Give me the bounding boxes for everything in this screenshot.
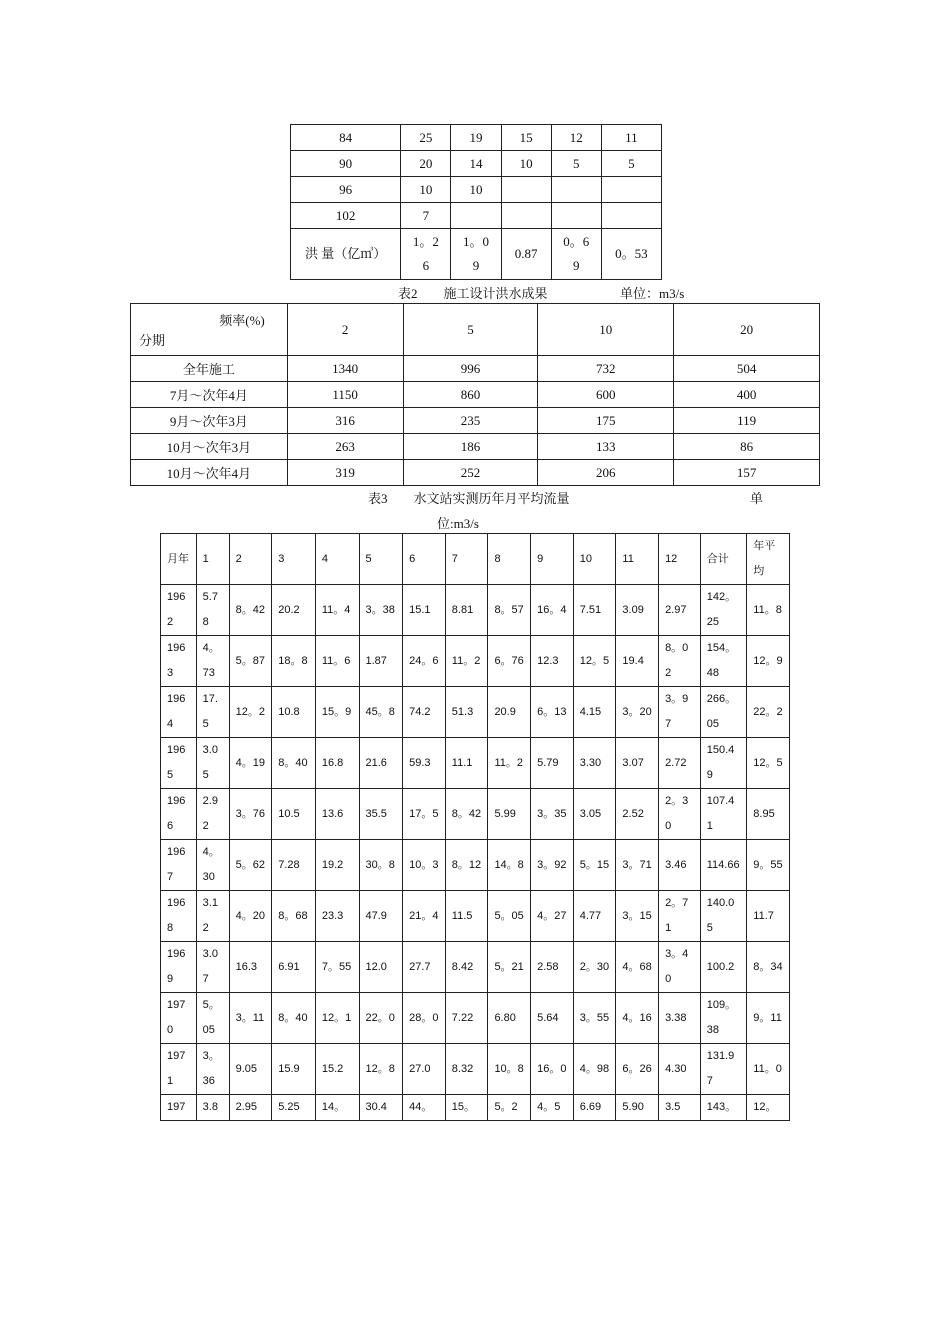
flood-table xyxy=(290,124,662,280)
table-cell: 3。15 xyxy=(616,891,659,942)
table-cell: 5 xyxy=(551,151,601,177)
table-cell: 17。5 xyxy=(403,789,446,840)
year-cell: 1971 xyxy=(161,1044,197,1095)
table-row xyxy=(161,840,790,891)
table-cell: 22。0 xyxy=(359,993,403,1044)
table-cell: 732 xyxy=(538,356,674,382)
table-cell: 4.30 xyxy=(659,1044,701,1095)
table-cell: 9.05 xyxy=(229,1044,272,1095)
table-row xyxy=(161,738,790,789)
table-cell: 11.1 xyxy=(445,738,488,789)
table-cell: 7。55 xyxy=(315,942,359,993)
table-cell: 5.79 xyxy=(531,738,574,789)
table-cell: 8。34 xyxy=(747,942,790,993)
header-cell: 9 xyxy=(531,534,574,585)
table-cell: 3.8 xyxy=(196,1095,229,1121)
table-cell: 5.64 xyxy=(531,993,574,1044)
table-cell: 12.0 xyxy=(359,942,403,993)
table-cell: 20 xyxy=(401,151,451,177)
table-cell: 24。6 xyxy=(403,636,446,687)
period-cell: 全年施工 xyxy=(131,356,288,382)
table-cell: 8。40 xyxy=(272,993,316,1044)
table-cell: 996 xyxy=(403,356,538,382)
header-cell: 12 xyxy=(659,534,701,585)
table-cell: 5.78 xyxy=(196,585,229,636)
monthly-flow-table xyxy=(160,533,790,1121)
table-row xyxy=(161,891,790,942)
table-cell: 4。30 xyxy=(196,840,229,891)
table-row xyxy=(161,1095,790,1121)
period-cell: 10月～次年4月 xyxy=(131,460,288,486)
table-cell: 150.49 xyxy=(700,738,747,789)
table-cell: 12.3 xyxy=(531,636,574,687)
table-cell: 175 xyxy=(538,408,674,434)
table-cell: 21。4 xyxy=(403,891,446,942)
table-cell: 11.7 xyxy=(747,891,790,942)
table2-caption: 表2 施工设计洪水成果 xyxy=(398,286,548,301)
table-cell: 15。9 xyxy=(315,687,359,738)
table-cell: 2.95 xyxy=(229,1095,272,1121)
table-cell: 2.52 xyxy=(616,789,659,840)
header-row xyxy=(161,534,790,585)
table-cell: 3。71 xyxy=(616,840,659,891)
table-cell: 20.2 xyxy=(272,585,316,636)
year-cell: 1962 xyxy=(161,585,197,636)
table-cell: 1.87 xyxy=(359,636,403,687)
table-cell: 3。35 xyxy=(531,789,574,840)
header-cell: 8 xyxy=(488,534,531,585)
year-cell: 1967 xyxy=(161,840,197,891)
frequency-header: 频率(%) xyxy=(219,313,265,328)
table-cell: 252 xyxy=(403,460,538,486)
table-cell: 11.5 xyxy=(445,891,488,942)
table-cell: 6.69 xyxy=(573,1095,616,1121)
table-cell: 2。71 xyxy=(659,891,701,942)
table-cell: 3.05 xyxy=(573,789,616,840)
header-cell: 3 xyxy=(272,534,316,585)
table-cell: 140.05 xyxy=(700,891,747,942)
table-row xyxy=(161,789,790,840)
table-row xyxy=(291,151,662,177)
table-cell: 28。0 xyxy=(403,993,446,1044)
table-cell: 8.42 xyxy=(445,942,488,993)
table-row xyxy=(161,1044,790,1095)
table-cell: 11。2 xyxy=(488,738,531,789)
table-cell xyxy=(601,203,661,229)
table-cell: 4。73 xyxy=(196,636,229,687)
table-cell: 109。38 xyxy=(700,993,747,1044)
table-cell: 5。15 xyxy=(573,840,616,891)
table-cell: 102 xyxy=(291,203,401,229)
table-cell: 3.38 xyxy=(659,993,701,1044)
table-cell: 45。8 xyxy=(359,687,403,738)
table-cell: 266。05 xyxy=(700,687,747,738)
table-cell: 12。9 xyxy=(747,636,790,687)
table-cell: 263 xyxy=(287,434,403,460)
table-cell: 59.3 xyxy=(403,738,446,789)
table-cell: 10 xyxy=(451,177,501,203)
diagonal-header-cell xyxy=(131,304,288,356)
table-cell: 1。09 xyxy=(451,229,501,280)
table-cell: 35.5 xyxy=(359,789,403,840)
table-cell: 319 xyxy=(287,460,403,486)
table-cell xyxy=(551,203,601,229)
period-cell: 9月～次年3月 xyxy=(131,408,288,434)
year-cell: 197 xyxy=(161,1095,197,1121)
table-row xyxy=(291,177,662,203)
table-cell: 4。98 xyxy=(573,1044,616,1095)
table-cell: 19 xyxy=(451,125,501,151)
table3-unit-part2: 位:m3/s xyxy=(437,516,479,531)
table-cell: 19.2 xyxy=(315,840,359,891)
table-cell: 10 xyxy=(501,151,551,177)
table-cell: 10。8 xyxy=(488,1044,531,1095)
table-cell: 5.25 xyxy=(272,1095,316,1121)
table-cell: 10.8 xyxy=(272,687,316,738)
table-cell: 16.3 xyxy=(229,942,272,993)
table-cell: 1。26 xyxy=(401,229,451,280)
table-cell: 15。 xyxy=(445,1095,488,1121)
table-cell: 100.2 xyxy=(700,942,747,993)
table-cell: 6。13 xyxy=(531,687,574,738)
table-cell: 25 xyxy=(401,125,451,151)
table-cell: 18。8 xyxy=(272,636,316,687)
table-cell: 12。2 xyxy=(229,687,272,738)
table-cell: 3.46 xyxy=(659,840,701,891)
table-cell: 2.72 xyxy=(659,738,701,789)
table-cell: 860 xyxy=(403,382,538,408)
table-cell: 90 xyxy=(291,151,401,177)
table-cell: 2。30 xyxy=(573,942,616,993)
freq-header: 5 xyxy=(403,304,538,356)
table-cell: 20.9 xyxy=(488,687,531,738)
table-cell: 3。92 xyxy=(531,840,574,891)
header-cell: 10 xyxy=(573,534,616,585)
period-header: 分期 xyxy=(139,333,166,348)
table-cell: 3。97 xyxy=(659,687,701,738)
table-cell: 7.22 xyxy=(445,993,488,1044)
table-cell: 5。2 xyxy=(488,1095,531,1121)
table-cell: 133 xyxy=(538,434,674,460)
table-cell: 11 xyxy=(601,125,661,151)
period-cell: 10月～次年3月 xyxy=(131,434,288,460)
table-cell xyxy=(601,177,661,203)
table-cell: 0.87 xyxy=(501,229,551,280)
header-cell: 月年 xyxy=(161,534,197,585)
table-cell: 8。40 xyxy=(272,738,316,789)
table-cell: 10。3 xyxy=(403,840,446,891)
table-row xyxy=(161,942,790,993)
table-cell: 186 xyxy=(403,434,538,460)
table-cell: 2.97 xyxy=(659,585,701,636)
table-cell: 3.05 xyxy=(196,738,229,789)
header-cell: 年平均 xyxy=(747,534,790,585)
table-cell: 6.80 xyxy=(488,993,531,1044)
table-cell: 3.09 xyxy=(616,585,659,636)
header-cell: 6 xyxy=(403,534,446,585)
header-cell: 5 xyxy=(359,534,403,585)
table-cell xyxy=(551,177,601,203)
table-cell: 9。11 xyxy=(747,993,790,1044)
table-cell: 142。25 xyxy=(700,585,747,636)
table-row xyxy=(291,125,662,151)
table-row xyxy=(131,408,820,434)
table-cell: 131.97 xyxy=(700,1044,747,1095)
table-cell: 3。20 xyxy=(616,687,659,738)
table-cell: 15 xyxy=(501,125,551,151)
table-cell: 1150 xyxy=(287,382,403,408)
table-cell: 51.3 xyxy=(445,687,488,738)
table-cell: 3。11 xyxy=(229,993,272,1044)
table-cell xyxy=(451,203,501,229)
table-row xyxy=(131,356,820,382)
table-cell: 8。42 xyxy=(229,585,272,636)
table-cell: 8。42 xyxy=(445,789,488,840)
table-cell: 600 xyxy=(538,382,674,408)
table-cell: 11。4 xyxy=(315,585,359,636)
table-row xyxy=(291,203,662,229)
table-cell: 4。19 xyxy=(229,738,272,789)
table-cell: 5.99 xyxy=(488,789,531,840)
table-cell: 4。20 xyxy=(229,891,272,942)
table-cell xyxy=(501,203,551,229)
table-cell: 2.92 xyxy=(196,789,229,840)
freq-header: 20 xyxy=(674,304,820,356)
table-cell: 4。68 xyxy=(616,942,659,993)
freq-header: 10 xyxy=(538,304,674,356)
table-cell: 12。1 xyxy=(315,993,359,1044)
flood-volume-row xyxy=(291,229,662,280)
table-cell: 2。30 xyxy=(659,789,701,840)
table-cell: 74.2 xyxy=(403,687,446,738)
table-cell: 5。21 xyxy=(488,942,531,993)
table-cell: 5。05 xyxy=(488,891,531,942)
table-cell: 11。2 xyxy=(445,636,488,687)
table-cell: 1340 xyxy=(287,356,403,382)
year-cell: 1970 xyxy=(161,993,197,1044)
table-cell: 3。38 xyxy=(359,585,403,636)
table-cell: 504 xyxy=(674,356,820,382)
table-cell: 30.4 xyxy=(359,1095,403,1121)
header-cell: 4 xyxy=(315,534,359,585)
table-cell: 30。8 xyxy=(359,840,403,891)
table-cell: 3。55 xyxy=(573,993,616,1044)
table-cell: 8.32 xyxy=(445,1044,488,1095)
table-cell: 3.5 xyxy=(659,1095,701,1121)
header-cell: 7 xyxy=(445,534,488,585)
table-cell: 23.3 xyxy=(315,891,359,942)
table-cell: 154。48 xyxy=(700,636,747,687)
table-cell: 10.5 xyxy=(272,789,316,840)
table-cell: 235 xyxy=(403,408,538,434)
year-cell: 1963 xyxy=(161,636,197,687)
table-cell: 7.28 xyxy=(272,840,316,891)
table-cell: 107.41 xyxy=(700,789,747,840)
period-cell: 7月～次年4月 xyxy=(131,382,288,408)
table-cell: 8.95 xyxy=(747,789,790,840)
table-cell: 15.1 xyxy=(403,585,446,636)
table-cell: 5.90 xyxy=(616,1095,659,1121)
table-cell: 8。12 xyxy=(445,840,488,891)
table-cell: 19.4 xyxy=(616,636,659,687)
table-row xyxy=(131,382,820,408)
table-cell: 10 xyxy=(401,177,451,203)
table-cell: 11。0 xyxy=(747,1044,790,1095)
table-cell: 3.07 xyxy=(196,942,229,993)
table-row xyxy=(161,585,790,636)
table-cell: 7 xyxy=(401,203,451,229)
table-cell: 5。05 xyxy=(196,993,229,1044)
year-cell: 1966 xyxy=(161,789,197,840)
table-cell: 17.5 xyxy=(196,687,229,738)
year-cell: 1965 xyxy=(161,738,197,789)
table-cell: 47.9 xyxy=(359,891,403,942)
table-cell: 86 xyxy=(674,434,820,460)
header-cell: 合计 xyxy=(700,534,747,585)
table-cell: 6.91 xyxy=(272,942,316,993)
table-cell: 8。57 xyxy=(488,585,531,636)
table-cell: 12。5 xyxy=(747,738,790,789)
table-row xyxy=(161,993,790,1044)
table-cell: 4。5 xyxy=(531,1095,574,1121)
table-cell: 5。62 xyxy=(229,840,272,891)
table-cell: 0。69 xyxy=(551,229,601,280)
design-flood-table xyxy=(130,303,820,486)
table-cell: 5 xyxy=(601,151,661,177)
table-cell: 6。26 xyxy=(616,1044,659,1095)
table-cell: 22。2 xyxy=(747,687,790,738)
table-cell: 4。16 xyxy=(616,993,659,1044)
table-row xyxy=(131,460,820,486)
table-cell: 7.51 xyxy=(573,585,616,636)
table-cell: 6。76 xyxy=(488,636,531,687)
table-cell: 9。55 xyxy=(747,840,790,891)
table-cell: 8.81 xyxy=(445,585,488,636)
table-cell: 8。68 xyxy=(272,891,316,942)
header-cell: 11 xyxy=(616,534,659,585)
table-cell xyxy=(501,177,551,203)
table-cell: 12。 xyxy=(747,1095,790,1121)
table-cell: 119 xyxy=(674,408,820,434)
table-cell: 15.9 xyxy=(272,1044,316,1095)
table-cell: 27.7 xyxy=(403,942,446,993)
table-cell: 12。5 xyxy=(573,636,616,687)
table3-caption: 表3 水文站实测历年月平均流量 xyxy=(368,491,570,506)
table-cell: 3.30 xyxy=(573,738,616,789)
table-cell: 206 xyxy=(538,460,674,486)
table-cell: 12。8 xyxy=(359,1044,403,1095)
table-cell: 5。87 xyxy=(229,636,272,687)
table-cell: 3。36 xyxy=(196,1044,229,1095)
year-cell: 1964 xyxy=(161,687,197,738)
table-cell: 4.77 xyxy=(573,891,616,942)
table3-unit-part1: 单 xyxy=(750,491,764,506)
table-cell: 14。 xyxy=(315,1095,359,1121)
table-cell: 400 xyxy=(674,382,820,408)
year-cell: 1969 xyxy=(161,942,197,993)
table-cell: 21.6 xyxy=(359,738,403,789)
table-cell: 44。 xyxy=(403,1095,446,1121)
table-cell: 316 xyxy=(287,408,403,434)
table-row xyxy=(161,687,790,738)
table-cell: 15.2 xyxy=(315,1044,359,1095)
table-cell: 4。27 xyxy=(531,891,574,942)
table-cell: 16。4 xyxy=(531,585,574,636)
table-cell: 16。0 xyxy=(531,1044,574,1095)
table-cell: 3.12 xyxy=(196,891,229,942)
table-cell: 0。53 xyxy=(601,229,661,280)
table-cell: 11。6 xyxy=(315,636,359,687)
table-cell: 8。02 xyxy=(659,636,701,687)
table-cell: 3.07 xyxy=(616,738,659,789)
table-row xyxy=(161,636,790,687)
table-cell: 84 xyxy=(291,125,401,151)
table-cell: 16.8 xyxy=(315,738,359,789)
table-cell: 14。8 xyxy=(488,840,531,891)
table-cell: 2.58 xyxy=(531,942,574,993)
table-row xyxy=(131,434,820,460)
table-cell: 11。8 xyxy=(747,585,790,636)
table-cell: 14 xyxy=(451,151,501,177)
table2-unit: 单位：m3/s xyxy=(620,286,685,301)
table-cell: 13.6 xyxy=(315,789,359,840)
table-cell: 27.0 xyxy=(403,1044,446,1095)
table-cell: 3。40 xyxy=(659,942,701,993)
header-cell: 2 xyxy=(229,534,272,585)
table-cell: 96 xyxy=(291,177,401,203)
table-cell: 12 xyxy=(551,125,601,151)
table-cell: 3。76 xyxy=(229,789,272,840)
year-cell: 1968 xyxy=(161,891,197,942)
table-cell: 143。 xyxy=(700,1095,747,1121)
table-cell: 157 xyxy=(674,460,820,486)
flood-volume-label: 洪 量（亿㎥） xyxy=(291,229,401,280)
table-cell: 4.15 xyxy=(573,687,616,738)
freq-header: 2 xyxy=(287,304,403,356)
header-cell: 1 xyxy=(196,534,229,585)
table-cell: 114.66 xyxy=(700,840,747,891)
